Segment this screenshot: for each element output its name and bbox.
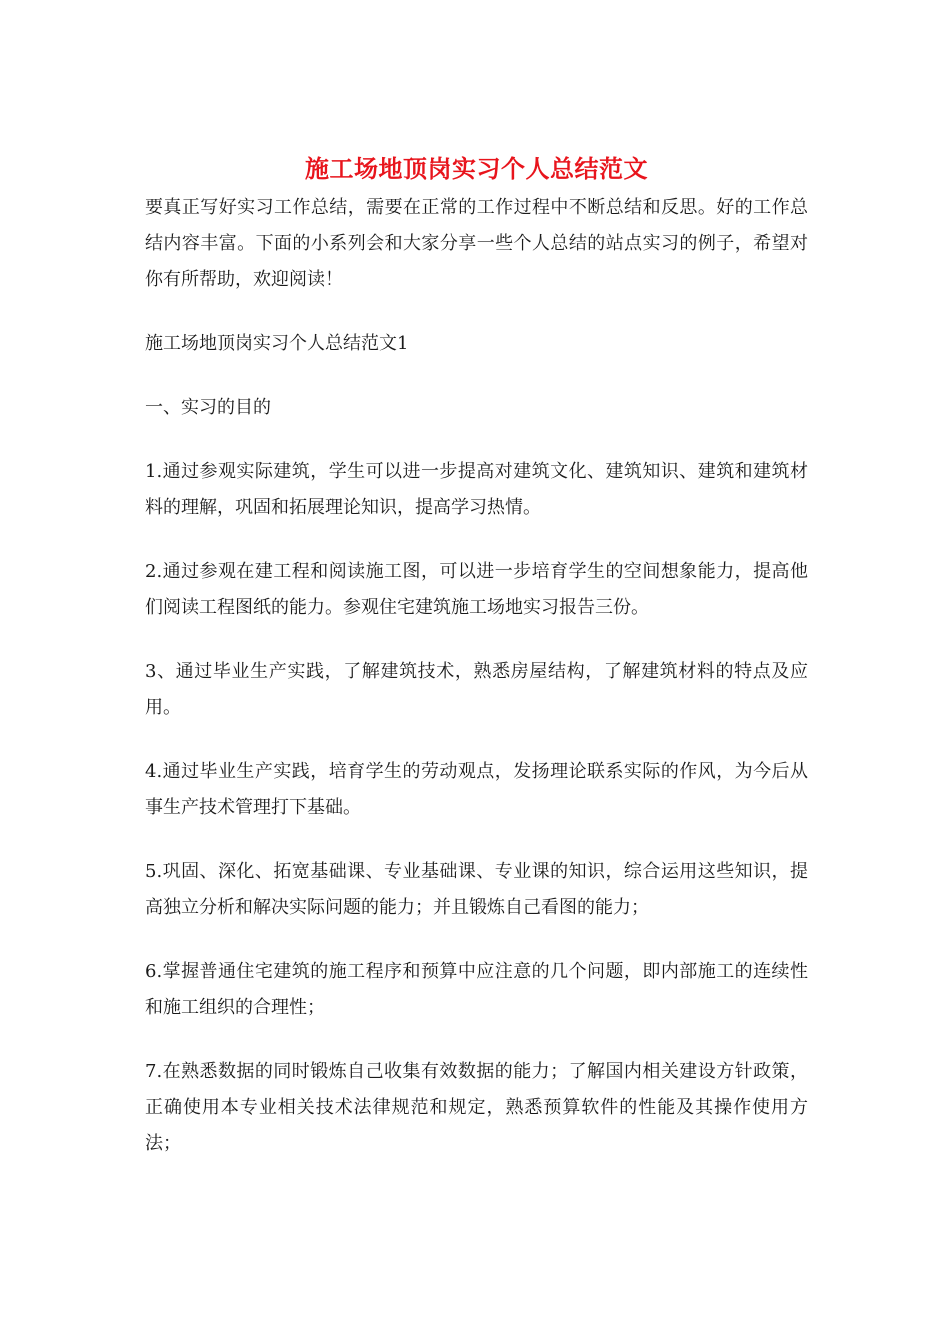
list-item: 1.通过参观实际建筑，学生可以进一步提高对建筑文化、建筑知识、建筑和建筑材料的理解，巩固和拓展理论知识，提高学习热情。: [145, 461, 808, 518]
list-item: 4.通过毕业生产实践，培育学生的劳动观点，发扬理论联系实际的作风，为今后从事生产技术管理打下基础。: [145, 761, 808, 818]
heading-purpose: 一、实习的目的: [145, 397, 271, 418]
intro-paragraph: 要真正写好实习工作总结，需要在正常的工作过程中不断总结和反思。好的工作总结内容丰富。下面的小系列会和大家分享一些个人总结的站点实习的例子，希望对你有所帮助，欢迎阅读！: [145, 197, 808, 290]
section-title: 施工场地顶岗实习个人总结范文1: [145, 333, 409, 354]
list-item: 3、通过毕业生产实践，了解建筑技术，熟悉房屋结构，了解建筑材料的特点及应用。: [145, 661, 808, 718]
list-item: 7.在熟悉数据的同时锻炼自己收集有效数据的能力；了解国内相关建设方针政策，正确使用本专业相关技术法律规范和规定，熟悉预算软件的性能及其操作使用方法；: [145, 1061, 808, 1154]
list-item: 2.通过参观在建工程和阅读施工图，可以进一步培育学生的空间想象能力，提高他们阅读工程图纸的能力。参观住宅建筑施工场地实习报告三份。: [145, 561, 808, 618]
document-title: 施工场地顶岗实习个人总结范文: [305, 154, 648, 183]
list-item: 5.巩固、深化、拓宽基础课、专业基础课、专业课的知识，综合运用这些知识，提高独立分析和解决实际问题的能力；并且锻炼自己看图的能力；: [145, 861, 808, 918]
list-item: 6.掌握普通住宅建筑的施工程序和预算中应注意的几个问题，即内部施工的连续性和施工组织的合理性；: [145, 961, 808, 1018]
